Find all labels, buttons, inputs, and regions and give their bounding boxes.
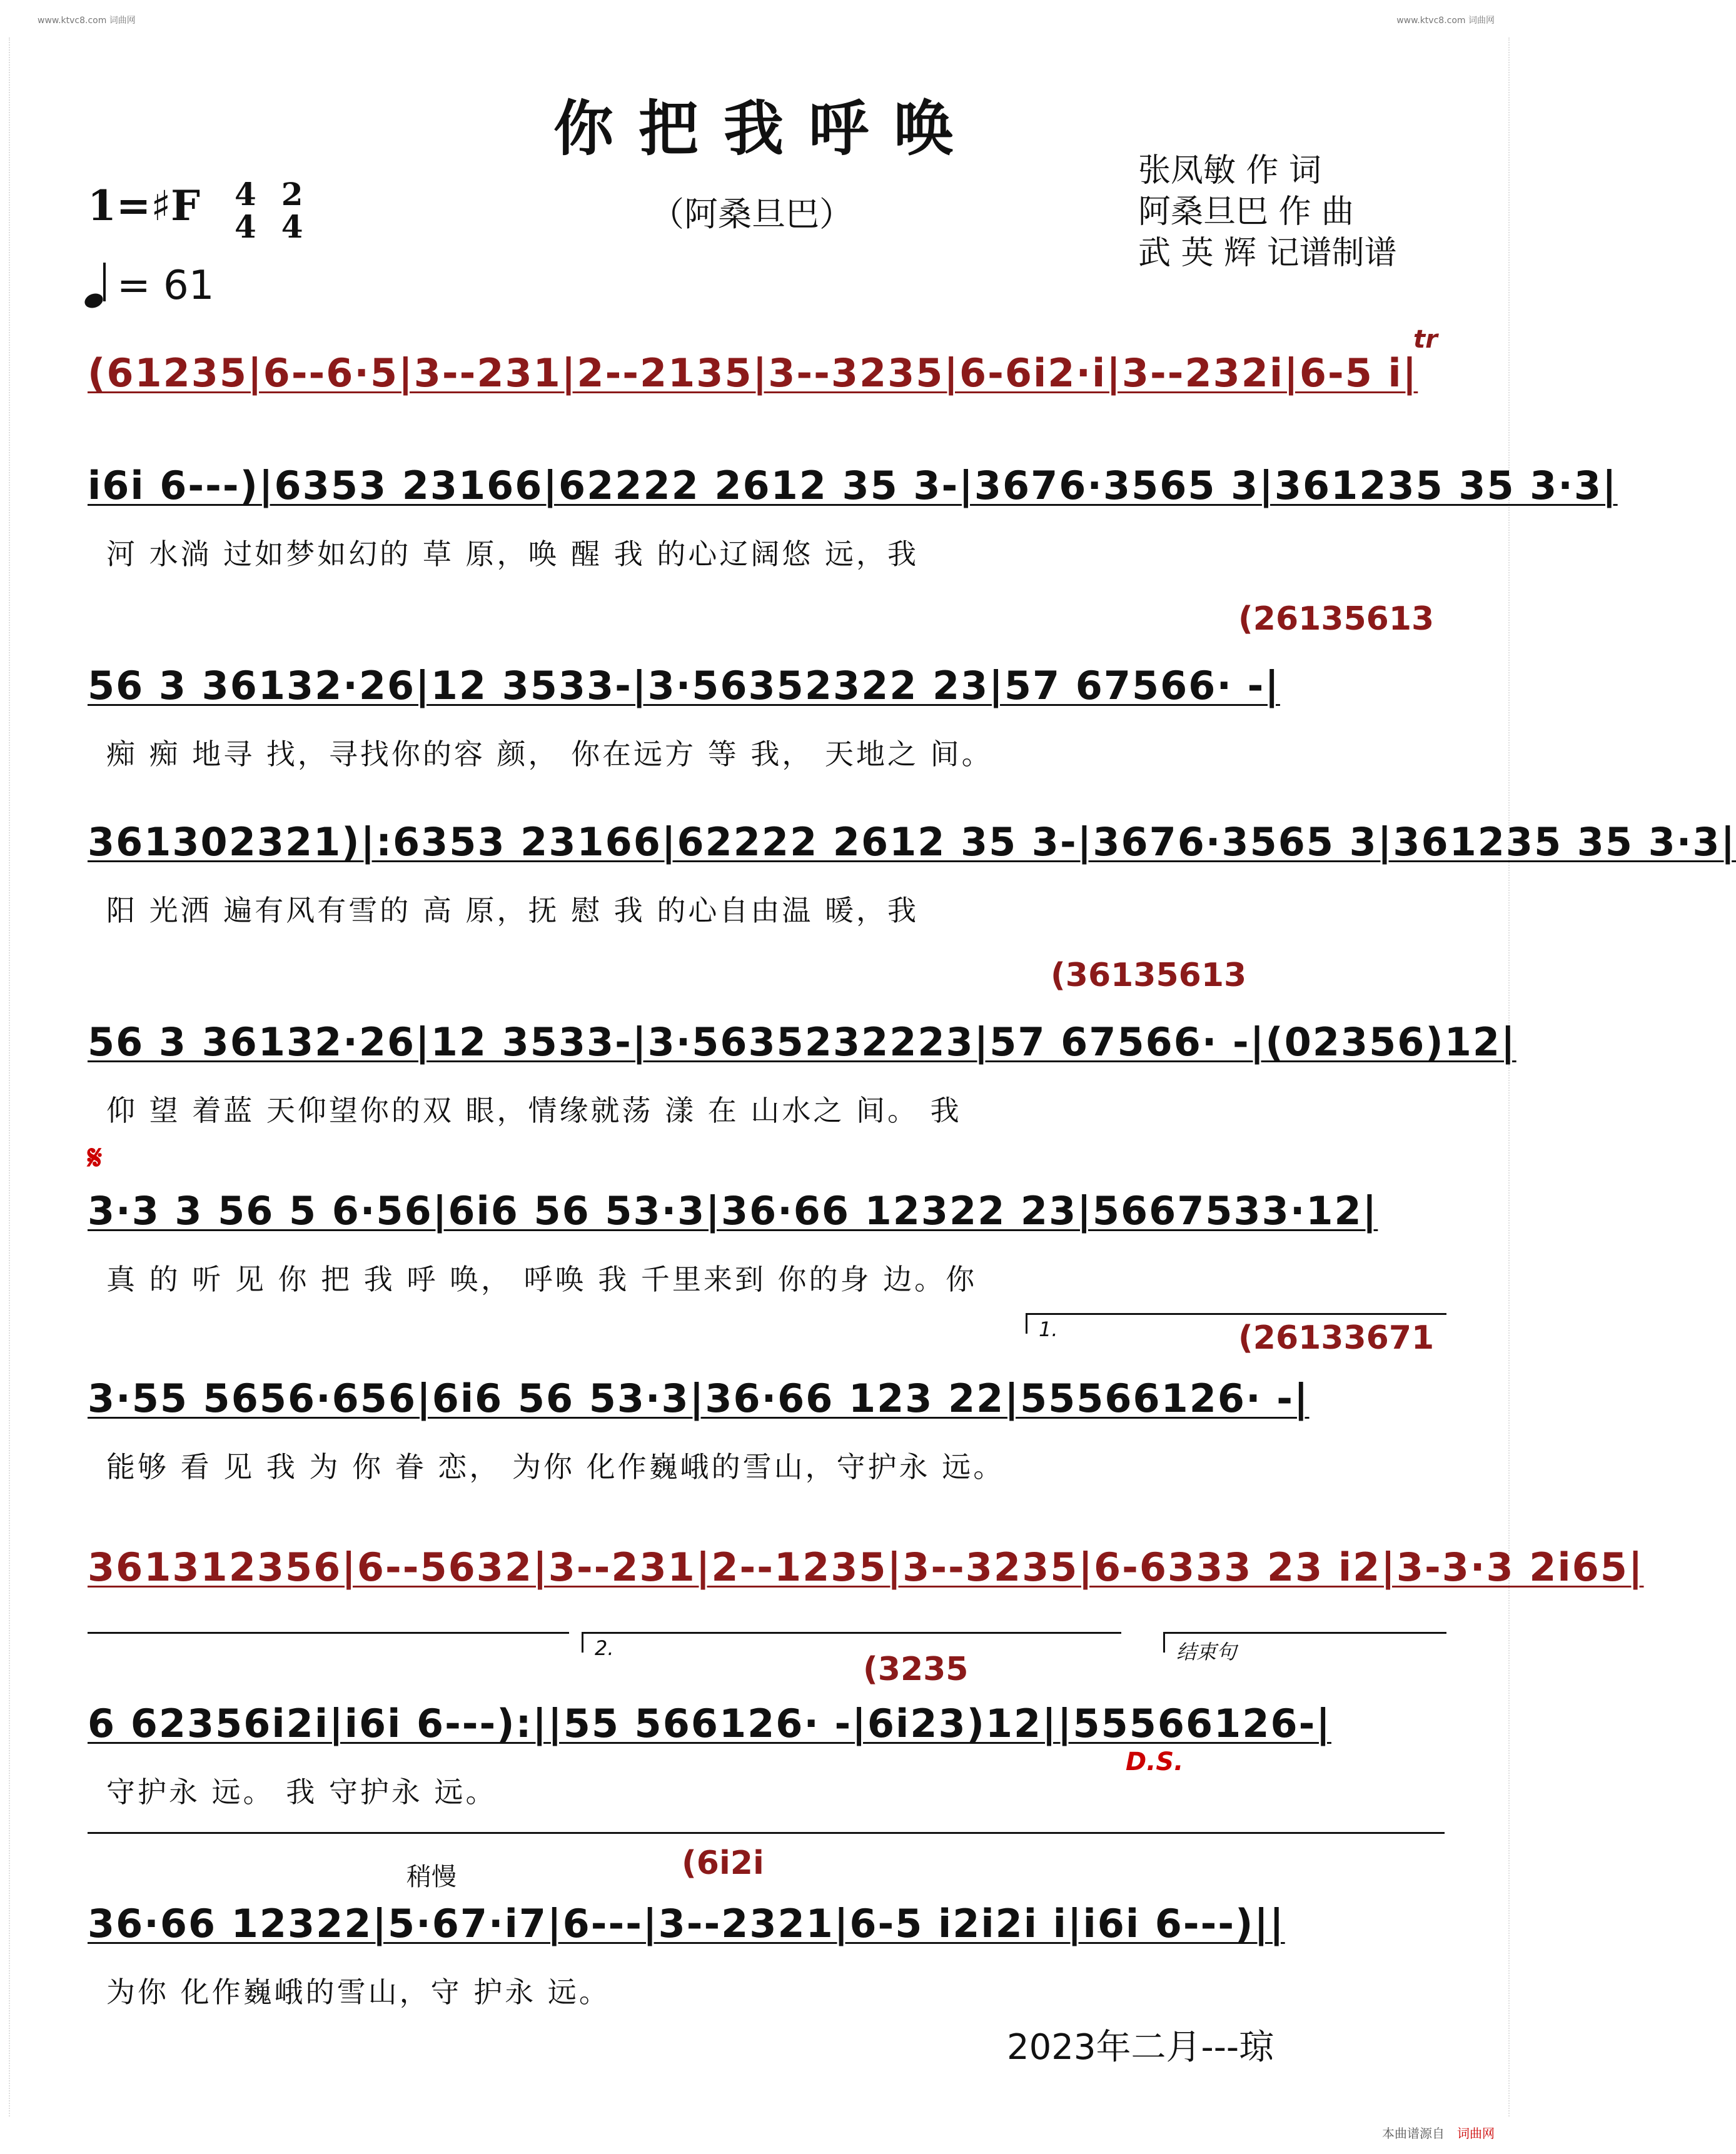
ending-bracket: 结束句 <box>1163 1632 1446 1653</box>
notation-line: (61235|6--6·5|3--231|2--2135|3--3235|6-6i2·i|3--232i|6-5 i| <box>88 350 1418 396</box>
song-title: 你把我呼唤 <box>553 93 979 164</box>
lyric-line: 河 水淌 过如梦如幻的 草 原，唤 醒 我 的心辽阔悠 远，我 <box>106 537 919 571</box>
tempo-value: = 61 <box>117 263 214 309</box>
paren-notes-4: (3235 <box>863 1651 969 1688</box>
lyric-line: 能够 看 见 我 为 你 眷 恋， 为你 化作巍峨的雪山，守护永 远。 <box>106 1450 1005 1484</box>
lyric-line: 真 的 听 见 你 把 我 呼 唤， 呼唤 我 千里来到 你的身 边。你 <box>106 1262 977 1296</box>
watermark-right: www.ktvc8.com 词曲网 <box>1396 16 1495 26</box>
credit-lyricist: 张凤敏 作 词 <box>1138 152 1322 189</box>
notation-line: i6i 6---)|6353 23166|62222 2612 35 3-|3676·3565 3|361235 35 3·3| <box>88 463 1618 508</box>
segno-sign: 𝄋 <box>88 1138 103 1177</box>
site-credit <box>1382 2123 1495 2141</box>
notation-line: 6 62356i2i|i6i 6---):||55 566126· -|6i23)12||55566126-| <box>88 1701 1331 1746</box>
lyric-line: 阳 光洒 遍有风有雪的 高 原，抚 慰 我 的心自由温 暖，我 <box>106 893 919 927</box>
site-credit-text: 本曲谱源自 <box>1382 2126 1445 2141</box>
song-subtitle: （阿桑旦巴） <box>650 194 853 234</box>
meter-4-4: 4 4 <box>235 176 256 245</box>
volta-1-extension <box>88 1632 569 1634</box>
credit-composer: 阿桑旦巴 作 曲 <box>1138 193 1355 231</box>
lyric-line: 为你 化作巍峨的雪山，守 护永 远。 <box>106 1975 610 2009</box>
lyric-line: 痴 痴 地寻 找，寻找你的容 颜， 你在远方 等 我， 天地之 间。 <box>106 737 993 771</box>
key-signature: 1=♯F <box>88 181 201 230</box>
ds-mark: D.S. <box>1126 1748 1184 1776</box>
paren-notes-1: (26135613 <box>1238 600 1435 638</box>
lyric-line: 守护永 远。 我 守护永 远。 <box>106 1775 497 1809</box>
site-credit-logo: 词曲网 <box>1457 2126 1495 2141</box>
meter-2-4: 2 4 <box>281 176 303 245</box>
credits <box>1138 150 1397 274</box>
watermark-left: www.ktvc8.com 词曲网 <box>38 16 136 26</box>
quarter-note-icon <box>84 264 109 308</box>
volta-1: 1. <box>1026 1313 1446 1334</box>
paren-notes-2: (36135613 <box>1051 957 1247 994</box>
notation-line: 56 3 36132·26|12 3533-|3·56352322 23|57 67566· -| <box>88 663 1280 708</box>
credit-transcriber: 武 英 辉 记谱制谱 <box>1138 234 1397 272</box>
notation-line: 56 3 36132·26|12 3533-|3·5635232223|57 67566· -|(02356)12| <box>88 1019 1516 1065</box>
footer-date: 2023年二月---琼 <box>1007 2027 1274 2068</box>
notation-line: 3·55 5656·656|6i6 56 53·3|36·66 123 22|55566126· -| <box>88 1376 1310 1421</box>
notation-line: 361302321)|:6353 23166|62222 2612 35 3-|3676·3565 3|361235 35 3·3| <box>88 819 1736 865</box>
system-divider <box>88 1832 1445 1834</box>
notation-line: 3·3 3 56 5 6·56|6i6 56 53·3|36·66 12322 23|5667533·12| <box>88 1188 1378 1234</box>
lyric-line: 仰 望 着蓝 天仰望你的双 眼，情缘就荡 漾 在 山水之 间。 我 <box>106 1094 962 1127</box>
paren-notes-5: (6i2i <box>682 1844 764 1882</box>
time-signatures <box>235 178 303 243</box>
tempo-marking <box>84 263 214 309</box>
volta-2: 2. <box>582 1632 1121 1653</box>
notation-line: 36·66 12322|5·67·i7|6---|3--2321|6-5 i2i2i i|i6i 6---)|| <box>88 1901 1285 1946</box>
paren-notes-3: (26133671 <box>1238 1319 1435 1357</box>
slow-marking: 稍慢 <box>406 1863 457 1891</box>
side-border-left <box>9 38 24 2116</box>
trill-mark: tr <box>1413 325 1438 354</box>
side-border-right <box>1508 38 1523 2116</box>
notation-line: 361312356|6--5632|3--231|2--1235|3--3235|6-6333 23 i2|3-3·3 2i65| <box>88 1544 1644 1590</box>
